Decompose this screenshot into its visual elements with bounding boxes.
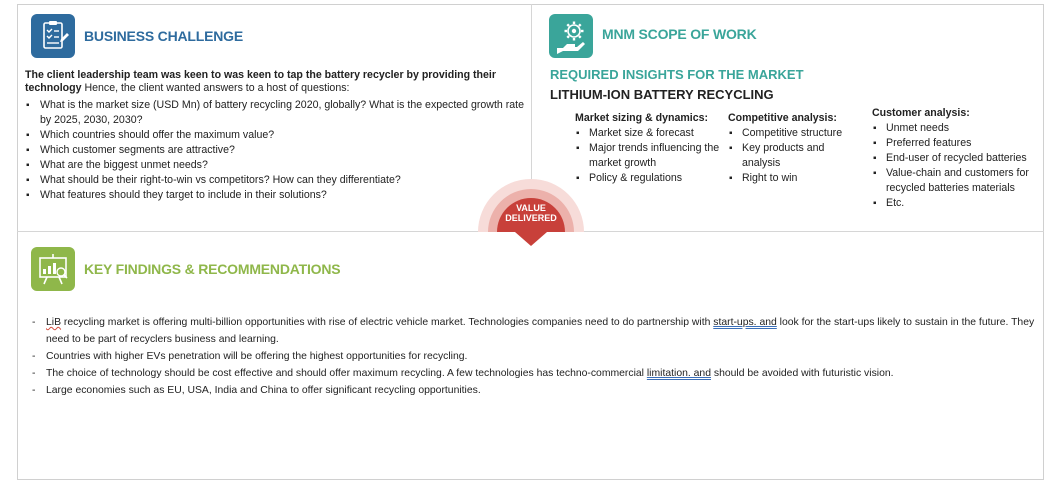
list-item: ▪ Value-chain and customers for recycled batteries materials	[872, 166, 1042, 196]
list-item: ▪ Which customer segments are attractive?	[25, 143, 525, 158]
required-insights-title: REQUIRED INSIGHTS FOR THE MARKET	[550, 67, 804, 82]
clipboard-checklist-icon	[31, 14, 75, 58]
list-item: ▪ What is the market size (USD Mn) of battery recycling 2020, globally? What is the expected growth rate by 2025, 2030, 2030?	[25, 98, 525, 128]
market-sizing-column	[575, 111, 725, 186]
gear-hand-icon	[549, 14, 593, 58]
list-item: - Large economies such as EU, USA, India and China to offer significant recycling opportunities.	[32, 382, 1037, 399]
column-heading: Competitive analysis:	[728, 112, 837, 124]
finding-3-part-a: The choice of technology should be cost effective and should offer maximum recycling. A few technologies has techno-commercial	[46, 368, 647, 379]
finding-3-part-b: limitation. and	[646, 368, 711, 379]
required-insights-subtitle: LITHIUM-ION BATTERY RECYCLING	[550, 87, 774, 102]
list-item: ▪ What are the biggest unmet needs?	[25, 158, 525, 173]
challenge-questions-list	[25, 98, 525, 203]
column-heading: Market sizing & dynamics:	[575, 112, 709, 124]
value-delivered-line1: VALUE	[516, 203, 546, 213]
list-item: ▪ What should be their right-to-win vs competitors? How can they differentiate?	[25, 173, 525, 188]
column-heading: Customer analysis:	[872, 107, 970, 119]
value-delivered-line2: DELIVERED	[505, 213, 557, 223]
list-item: - Countries with higher EVs penetration will be offering the highest opportunities for recycling.	[32, 348, 1037, 365]
list-item: ▪ Competitive structure	[728, 126, 863, 141]
list-item: ▪ Market size & forecast	[575, 126, 725, 141]
list-item: ▪ Key products and analysis	[728, 141, 863, 171]
challenge-intro	[25, 69, 525, 95]
finding-1-part-b: recycling market is offering multi-billion opportunities with rise of electric vehicle market. Technologies companies need to do partnership with	[61, 317, 714, 328]
list-item: ▪ Policy & regulations	[575, 171, 725, 186]
finding-1-part-c: start-ups. and	[713, 317, 777, 328]
presentation-board-icon	[31, 247, 75, 291]
scope-of-work-title: MNM SCOPE OF WORK	[602, 26, 757, 42]
list-item: ▪ What features should they target to include in their solutions?	[25, 188, 525, 203]
value-delivered-badge	[477, 176, 585, 248]
list-item: ▪ Preferred features	[872, 136, 1042, 151]
list-item: ▪ Major trends influencing the market growth	[575, 141, 725, 171]
customer-analysis-column	[872, 106, 1042, 211]
list-item	[32, 365, 1037, 382]
finding-1-part-a: LiB	[46, 317, 62, 328]
list-item: ▪ Which countries should offer the maximum value?	[25, 128, 525, 143]
list-item: ▪ Right to win	[728, 171, 863, 186]
key-findings-list	[32, 314, 1037, 399]
finding-3-part-c: should be avoided with futuristic vision.	[711, 368, 894, 379]
list-item: ▪ Unmet needs	[872, 121, 1042, 136]
list-item: ▪ Etc.	[872, 196, 1042, 211]
challenge-intro-bold: The client leadership team was keen to was keen to tap the battery recycler by providing their technology	[25, 69, 496, 94]
business-challenge-title: BUSINESS CHALLENGE	[84, 28, 243, 44]
list-item	[32, 314, 1037, 348]
list-item: ▪ End-user of recycled batteries	[872, 151, 1042, 166]
challenge-intro-normal: Hence, the client wanted answers to a host of questions:	[81, 82, 350, 94]
key-findings-title: KEY FINDINGS & RECOMMENDATIONS	[84, 261, 341, 277]
competitive-analysis-column	[728, 111, 863, 186]
finding-1-part-d: look for the start-ups likely to sustain in the future. They need to be part of recyclers business and learning.	[46, 317, 1035, 345]
